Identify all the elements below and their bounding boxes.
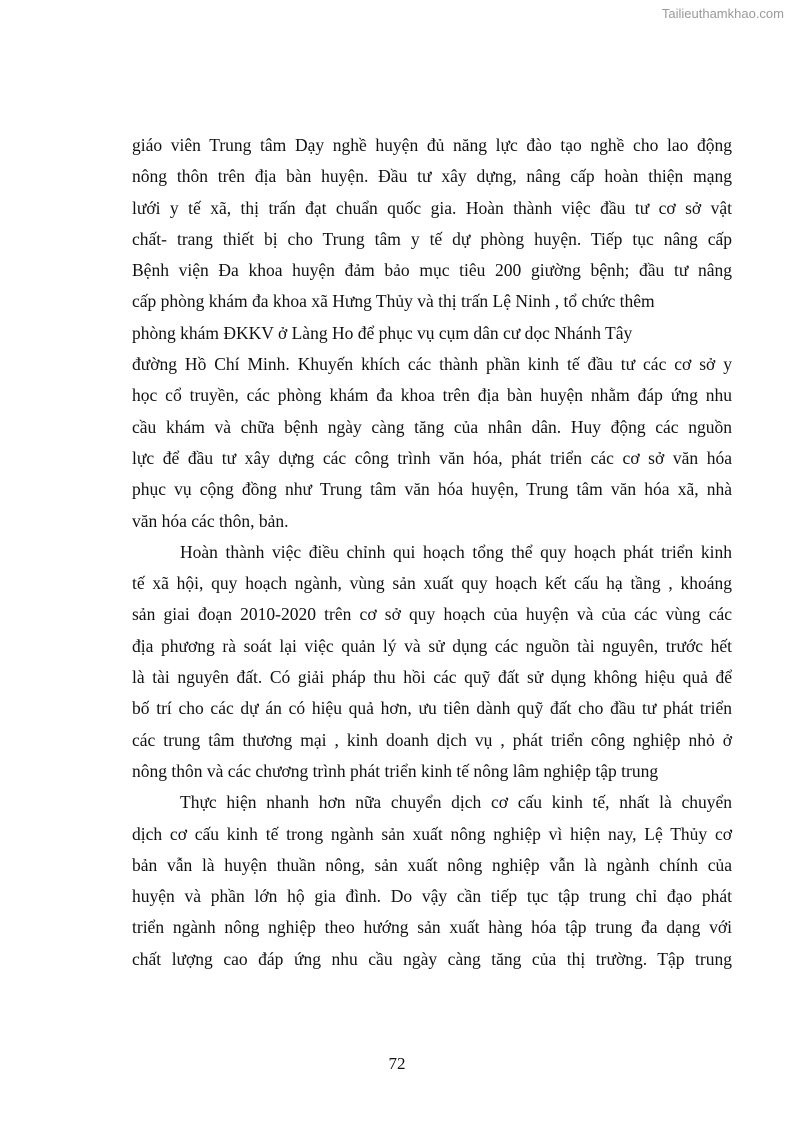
text-line: chất lượng cao đáp ứng nhu cầu ngày càng tăng của thị trường. Tập trung: [132, 948, 732, 969]
watermark: Tailieuthamkhao.com: [661, 6, 784, 21]
text-line: triển ngành nông nghiệp theo hướng sản xuất hàng hóa tập trung đa dạng với: [132, 917, 732, 938]
text-line: dịch cơ cấu kinh tế trong ngành sản xuất nông nghiệp vì hiện nay, Lệ Thủy cơ: [132, 823, 732, 844]
text-line: chất- trang thiết bị cho Trung tâm y tế dự phòng huyện. Tiếp tục nâng cấp: [132, 228, 732, 249]
text-line: lưới y tế xã, thị trấn đạt chuẩn quốc gia. Hoàn thành việc đầu tư cơ sở vật: [132, 197, 732, 218]
paragraph-1: [132, 130, 732, 537]
text-line: huyện và phần lớn hộ gia đình. Do vậy cần tiếp tục tập trung chỉ đạo phát: [132, 886, 732, 907]
paragraph-3: [132, 787, 732, 975]
text-line: học cổ truyền, các phòng khám đa khoa trên địa bàn huyện nhằm đáp ứng nhu: [132, 385, 732, 406]
page-number: 72: [388, 1054, 406, 1073]
text-line: giáo viên Trung tâm Dạy nghề huyện đủ năng lực đào tạo nghề cho lao động: [132, 135, 732, 155]
text-line: cầu khám và chữa bệnh ngày càng tăng của nhân dân. Huy động các nguồn: [132, 416, 732, 437]
text-line: nông thôn trên địa bàn huyện. Đầu tư xây dựng, nâng cấp hoàn thiện mạng: [132, 166, 732, 187]
text-line: các trung tâm thương mại , kinh doanh dịch vụ , phát triển công nghiệp nhỏ ở: [132, 729, 732, 750]
text-line: tế xã hội, quy hoạch ngành, vùng sản xuất quy hoạch kết cấu hạ tầng , khoáng: [132, 573, 732, 594]
text-line: Thực hiện nhanh hơn nữa chuyển dịch cơ cấu kinh tế, nhất là chuyển: [180, 792, 732, 813]
text-line: Bệnh viện Đa khoa huyện đảm bảo mục tiêu 200 giường bệnh; đầu tư nâng: [132, 260, 732, 281]
text-line: văn hóa các thôn, bản.: [132, 510, 289, 531]
text-line: cấp phòng khám đa khoa xã Hưng Thủy và thị trấn Lệ Ninh , tổ chức thêm: [132, 291, 655, 312]
text-line: là tài nguyên đất. Có giải pháp thu hồi các quỹ đất sử dụng không hiệu quả để: [132, 667, 732, 688]
text-line: Hoàn thành việc điều chỉnh qui hoạch tổng thể quy hoạch phát triển kinh: [180, 541, 732, 562]
text-line: sản giai đoạn 2010-2020 trên cơ sở quy hoạch của huyện và của các vùng các: [132, 604, 732, 625]
paragraph-2: [132, 537, 732, 787]
text-line: bố trí cho các dự án có hiệu quả hơn, ưu tiên dành quỹ đất cho đầu tư phát triển: [132, 698, 732, 719]
document-body: [132, 130, 732, 975]
text-line: bản vẫn là huyện thuần nông, sản xuất nông nghiệp vẫn là ngành chính của: [132, 854, 732, 875]
text-line: phục vụ cộng đồng như Trung tâm văn hóa huyện, Trung tâm văn hóa xã, nhà: [132, 479, 732, 500]
text-line: nông thôn và các chương trình phát triển kinh tế nông lâm nghiệp tập trung: [132, 760, 659, 781]
text-line: phòng khám ĐKKV ở Làng Ho để phục vụ cụm dân cư dọc Nhánh Tây: [132, 322, 633, 343]
text-line: địa phương rà soát lại việc quản lý và sử dụng các nguồn tài nguyên, trước hết: [132, 635, 732, 656]
text-line: đường Hồ Chí Minh. Khuyến khích các thành phần kinh tế đầu tư các cơ sở y: [132, 354, 732, 375]
text-line: lực để đầu tư xây dựng các công trình văn hóa, phát triển các cơ sở văn hóa: [132, 447, 732, 468]
